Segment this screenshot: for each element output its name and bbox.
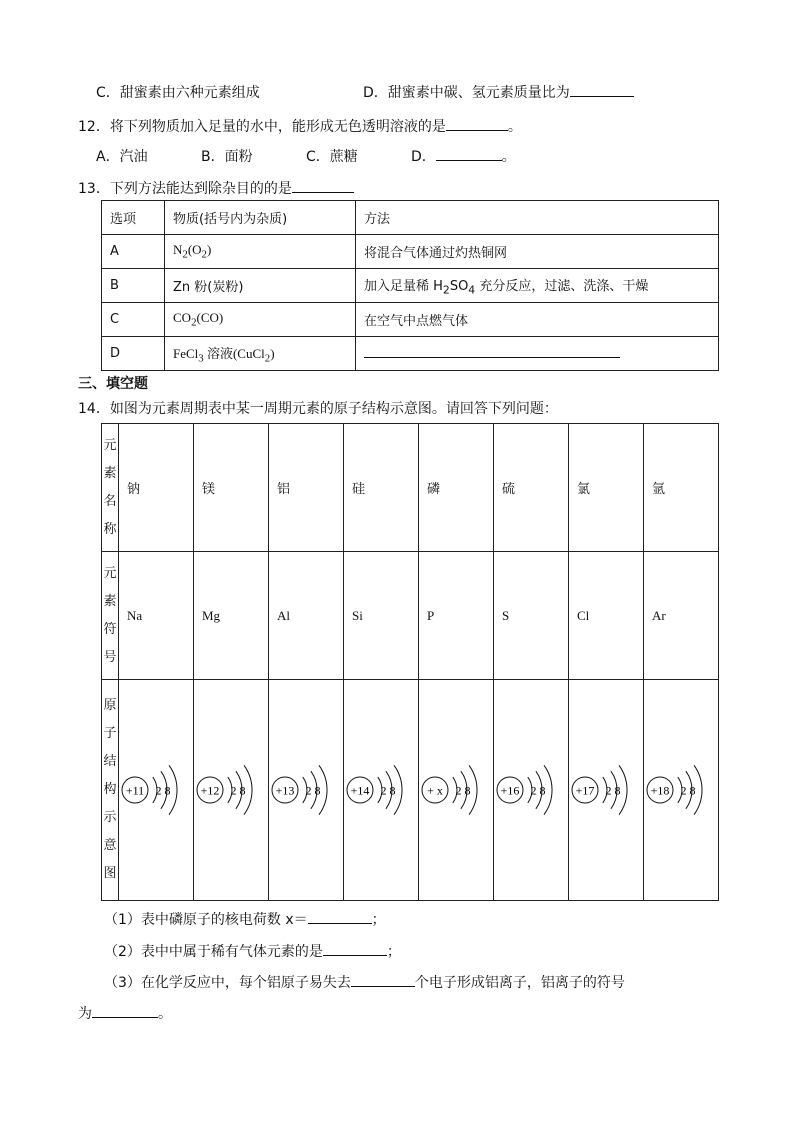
q13-row-c-method: 在空气中点燃气体 <box>356 303 719 337</box>
q13-row-a-method: 将混合气体通过灼热铜网 <box>356 235 719 269</box>
q14-sub1-text: （1）表中磷原子的核电荷数 x＝ <box>104 912 308 928</box>
q13-row-d <box>102 337 719 371</box>
atom-cell-si <box>344 680 419 901</box>
electron-count: 2 8 <box>530 783 546 798</box>
q12-option-d <box>411 146 516 166</box>
atom-cell-p <box>419 680 494 901</box>
element-symbol-si: Si <box>344 552 419 680</box>
row-label-char: 意 <box>103 838 117 853</box>
q14-sub2 <box>104 941 401 961</box>
element-symbol-s: S <box>494 552 569 680</box>
method-part: 加入足量稀 H <box>364 278 443 294</box>
q14-row-label-name <box>102 424 119 552</box>
atom-diagram-ar <box>644 740 718 840</box>
q12-stem-end: 。 <box>507 119 522 135</box>
q14-sub3 <box>104 972 625 992</box>
row-label-char: 名 <box>103 493 117 509</box>
nucleus-charge: + x <box>427 783 443 798</box>
method-part: SO <box>449 278 469 294</box>
q12-option-d-blank[interactable] <box>436 148 502 161</box>
q14-sub3-blank-1[interactable] <box>351 974 415 987</box>
q14-sub2-blank[interactable] <box>323 943 387 956</box>
q14-row-label-structure <box>102 680 119 901</box>
row-label-char: 子 <box>103 726 117 741</box>
q13-table <box>101 200 719 371</box>
electron-count: 2 8 <box>305 783 321 798</box>
element-symbol-al: Al <box>269 552 344 680</box>
row-label-char: 素 <box>103 593 117 609</box>
formula-part: FeCl <box>173 345 199 361</box>
atom-diagram-si <box>344 740 418 840</box>
q13-row-d-substance <box>165 337 356 371</box>
q14-sub3-line2 <box>78 1003 172 1023</box>
formula-subscript: 2 <box>442 283 450 297</box>
element-name-al: 铝 <box>269 424 344 552</box>
q11-answer-blank[interactable] <box>570 84 634 97</box>
q14-sub3-mid: 个电子形成铝离子，铝离子的符号 <box>414 975 625 991</box>
formula-part: 溶液(CuCl <box>203 345 265 361</box>
q14-sub2-end: ； <box>386 944 401 960</box>
q13-header-substance: 物质(括号内为杂质) <box>165 201 356 235</box>
q14-sub3-line2-text: 为 <box>78 1006 92 1022</box>
nucleus-charge: +13 <box>275 783 295 798</box>
formula-part: ) <box>206 242 212 258</box>
q12-option-d-end: 。 <box>501 149 516 165</box>
formula-subscript: 4 <box>468 283 476 297</box>
row-label-char: 原 <box>103 698 117 713</box>
formula-subscript: 2 <box>264 352 271 365</box>
atom-diagram-s <box>494 740 568 840</box>
formula-part: (O <box>187 242 202 258</box>
formula-subscript: 3 <box>198 352 204 365</box>
row-label-char: 号 <box>103 649 117 665</box>
electron-count: 2 8 <box>155 783 171 798</box>
atom-cell-mg <box>194 680 269 901</box>
atom-cell-ar <box>644 680 719 901</box>
q13-row-b-method <box>356 269 719 303</box>
q14-table <box>101 423 719 901</box>
formula-part: CO <box>173 310 192 326</box>
q14-sub1-end: ； <box>371 912 386 928</box>
q12-option-c: C．蔗糖 <box>306 149 358 165</box>
q13-row-d-method-blank[interactable] <box>364 345 620 358</box>
row-label-char: 构 <box>103 782 117 797</box>
q13-answer-blank[interactable] <box>292 180 354 193</box>
electron-count: 2 8 <box>680 783 696 798</box>
q12-option-b: B．面粉 <box>201 149 253 165</box>
q12-answer-blank[interactable] <box>446 118 508 131</box>
atom-diagram-cl <box>569 740 643 840</box>
q14-sub1 <box>104 909 386 929</box>
q14-sub2-text: （2）表中中属于稀有气体元素的是 <box>104 944 323 960</box>
q14-sub3-blank-2[interactable] <box>92 1005 158 1018</box>
q13-row-b-substance: Zn 粉(炭粉) <box>165 269 356 303</box>
element-symbol-ar: Ar <box>644 552 719 680</box>
q13-row-a <box>102 235 719 269</box>
electron-count: 2 8 <box>380 783 396 798</box>
nucleus-charge: +11 <box>125 783 145 798</box>
q13-stem <box>78 178 354 198</box>
element-name-si: 硅 <box>344 424 419 552</box>
q13-row-c <box>102 303 719 337</box>
electron-count: 2 8 <box>605 783 621 798</box>
q12-option-d-text: D． <box>411 149 436 165</box>
nucleus-charge: +17 <box>575 783 595 798</box>
formula-subscript: 2 <box>201 248 207 261</box>
q13-row-d-option: D <box>102 337 165 371</box>
method-part: 充分反应，过滤、洗涤、干燥 <box>475 278 649 294</box>
q13-row-b <box>102 269 719 303</box>
q12-stem <box>78 116 522 136</box>
atom-cell-cl <box>569 680 644 901</box>
row-label-char: 符 <box>103 621 117 637</box>
element-name-ar: 氩 <box>644 424 719 552</box>
row-label-char: 示 <box>103 810 117 825</box>
q14-sub3-end: 。 <box>158 1006 172 1022</box>
atom-cell-s <box>494 680 569 901</box>
element-symbol-cl: Cl <box>569 552 644 680</box>
q14-row-symbols <box>102 552 719 680</box>
element-symbol-mg: Mg <box>194 552 269 680</box>
q11-option-d-text: D．甜蜜素中碳、氢元素质量比为 <box>363 85 570 101</box>
element-symbol-na: Na <box>119 552 194 680</box>
q12-option-a: A．汽油 <box>96 149 148 165</box>
q12-stem-text: 12．将下列物质加入足量的水中，能形成无色透明溶液的是 <box>78 119 446 135</box>
nucleus-charge: +14 <box>350 783 370 798</box>
q13-row-a-option: A <box>102 235 165 269</box>
q13-row-a-substance <box>165 235 356 269</box>
row-label-char: 素 <box>103 465 117 481</box>
row-label-char: 元 <box>103 437 117 453</box>
q13-stem-text: 13．下列方法能达到除杂目的的是 <box>78 181 292 197</box>
element-name-na: 钠 <box>119 424 194 552</box>
atom-cell-na <box>119 680 194 901</box>
row-label-char: 结 <box>103 754 117 769</box>
row-label-char: 图 <box>103 866 117 881</box>
q11-option-d <box>363 82 634 102</box>
element-name-s: 硫 <box>494 424 569 552</box>
formula-subscript: 2 <box>191 316 197 329</box>
q13-header-option: 选项 <box>102 201 165 235</box>
atom-cell-al <box>269 680 344 901</box>
atom-diagram-na <box>119 740 193 840</box>
element-name-mg: 镁 <box>194 424 269 552</box>
q13-row-b-option: B <box>102 269 165 303</box>
electron-count: 2 8 <box>455 783 471 798</box>
nucleus-charge: +18 <box>650 783 670 798</box>
q13-header-method: 方法 <box>356 201 719 235</box>
formula-part: (CO) <box>196 310 224 326</box>
nucleus-charge: +16 <box>500 783 520 798</box>
atom-diagram-mg <box>194 740 268 840</box>
q13-header-row <box>102 201 719 235</box>
formula-part: ) <box>270 345 275 361</box>
q14-sub3-text: （3）在化学反应中，每个铝原子易失去 <box>104 975 351 991</box>
q14-stem: 14．如图为元素周期表中某一周期元素的原子结构示意图。请回答下列问题： <box>78 401 558 417</box>
q14-sub1-blank[interactable] <box>308 911 372 924</box>
q13-row-d-method <box>356 337 719 371</box>
atom-diagram-al <box>269 740 343 840</box>
element-name-p: 磷 <box>419 424 494 552</box>
row-label-char: 称 <box>103 521 117 537</box>
formula-part: N <box>173 242 183 258</box>
q13-row-c-option: C <box>102 303 165 337</box>
nucleus-charge: +12 <box>200 783 220 798</box>
row-label-char: 元 <box>103 565 117 581</box>
q14-row-structures <box>102 680 719 901</box>
formula-subscript: 2 <box>182 248 188 261</box>
q13-row-c-substance <box>165 303 356 337</box>
section-title: 三、填空题 <box>78 376 148 392</box>
q14-row-label-symbol <box>102 552 119 680</box>
element-name-cl: 氯 <box>569 424 644 552</box>
element-symbol-p: P <box>419 552 494 680</box>
q11-option-c: C．甜蜜素由六种元素组成 <box>96 85 260 101</box>
electron-count: 2 8 <box>230 783 246 798</box>
atom-diagram-p <box>419 740 493 840</box>
q14-row-names <box>102 424 719 552</box>
